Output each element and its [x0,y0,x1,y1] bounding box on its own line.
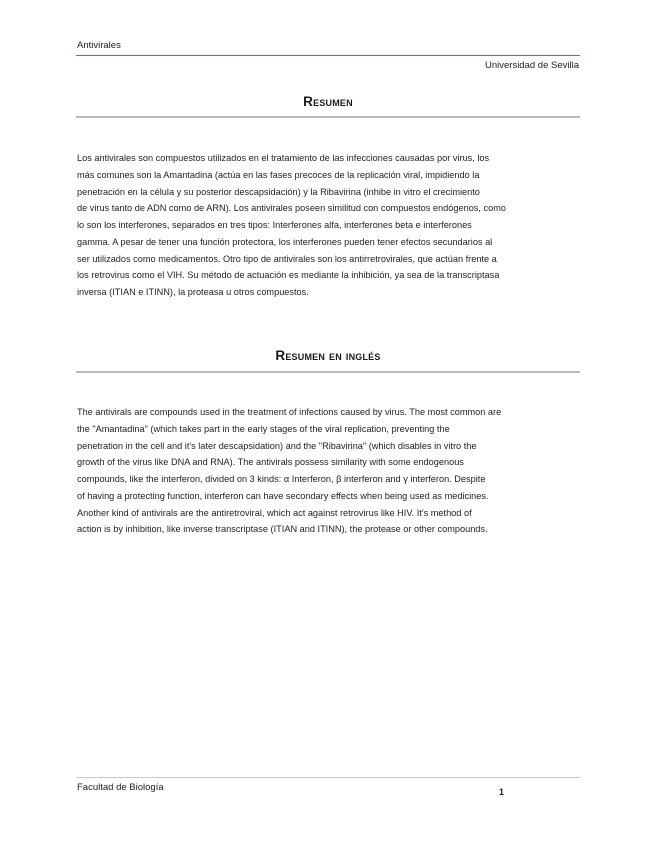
text-line: Another kind of antivirals are the antiretroviral, which act against retrovirus like HIV. It's method of [77,507,472,518]
text-line: inversa (ITIAN e ITINN), la proteasa u otros compuestos. [77,287,309,297]
abstract-paragraph-spanish [77,150,579,301]
text-line: ser utilizados como medicamentos. Otro tipo de antivirales son los antirretrovirales, que actúan frente a [77,253,497,264]
text-line: Los antivirales son compuestos utilizados en el tratamiento de las infecciones causadas por virus, los [77,153,490,163]
text-line: the "Amantadina" (which takes part in the early stages of the viral replication, preventing the [77,423,450,434]
text-line: of having a protecting function, interferon can have secondary effects when being used as medicines. [77,490,489,501]
section-title-resumen: Resumen [303,94,353,109]
text-line: lo son los interferones, separados en tres tipos: Interferones alfa, interferones beta e interferones [77,220,472,230]
text-line: The antivirals are compounds used in the treatment of infections caused by virus. The most common are [77,407,502,417]
header-institution: Universidad de Sevilla [485,60,579,71]
text-line: penetration in the cell and it's later descapsidation) and the "Ribavirina" (which disables in vitro the [77,440,477,451]
footer-rule [76,777,580,778]
header-title: Antivirales [77,40,121,51]
text-line: growth of the virus like DNA and RNA). The antivirals possess similarity with some endogenous [77,457,464,468]
section-rule [76,116,580,118]
text-line: más comunes son la Amantadina (actúa en las fases precoces de la replicación viral, impidiendo la [77,169,480,180]
section-rule [76,371,580,373]
text-line: los retrovirus como el VIH. Su método de actuación es mediante la inhibición, ya sea de la transcriptasa [77,270,500,281]
footer-faculty: Facultad de Biología [77,782,164,793]
text-line: gamma. A pesar de tener una función protectora, los interferones pueden tener efectos secundarios al [77,236,493,247]
page-number: 1 [499,787,505,797]
text-line: penetración en la célula y su posterior descapsidación) y la Ribavirina (inhibe in vitro el crecimiento [77,186,480,197]
text-line: de virus tanto de ADN como de ARN). Los antivirales poseen similitud con compuestos endógenos, como [77,203,506,214]
section-title-resumen-en-ingles: Resumen en inglés [275,348,381,363]
text-line: compounds, like the interferon, divided on 3 kinds: α Interferon, β interferon and γ interferon. Despite [77,474,486,484]
abstract-paragraph-english [77,404,579,538]
text-line: action is by inhibition, like inverse transcriptase (ITIAN and ITINN), the protease or other compounds. [77,524,488,535]
header-rule [76,55,580,56]
